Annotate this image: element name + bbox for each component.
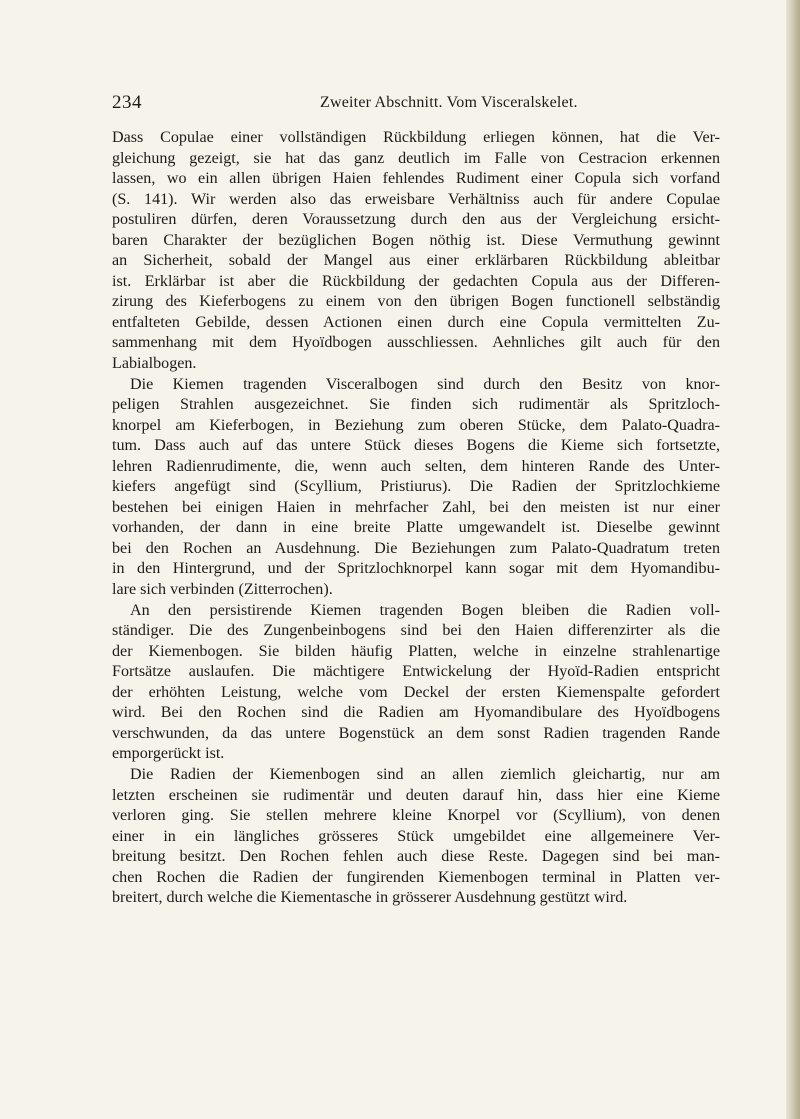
text-line: Labialbogen. (112, 355, 197, 373)
text-line: emporgerückt ist. (112, 745, 225, 763)
text-line: kiefers angefügt sind (Scyllium, Pristiurus). Die Radien der Spritzlochkieme (112, 478, 720, 496)
text-line: breitung besitzt. Den Rochen fehlen auch diese Reste. Dagegen sind bei man- (112, 848, 720, 866)
page-header (112, 92, 720, 118)
text-line: peligen Strahlen ausgezeichnet. Sie finden sich rudimentär als Spritzloch- (112, 396, 720, 414)
text-line: Die Kiemen tragenden Visceralbogen sind durch den Besitz von knor- (130, 375, 720, 393)
text-line: An den persistirende Kiemen tragenden Bogen bleiben die Radien voll- (130, 601, 720, 619)
text-line: Die Radien der Kiemenbogen sind an allen ziemlich gleichartig, nur am (130, 765, 720, 783)
text-line: sammenhang mit dem Hyoïdbogen ausschliessen. Aehnliches gilt auch für den (112, 334, 720, 352)
body-text (112, 128, 720, 909)
paragraph (112, 128, 720, 375)
text-line: (S. 141). Wir werden also das erweisbare Verhältniss auch für andere Copulae (112, 190, 720, 208)
text-line: letzten erscheinen sie rudimentär und deuten darauf hin, dass hier eine Kieme (112, 786, 720, 804)
text-line: lare sich verbinden (Zitterrochen). (112, 581, 333, 599)
text-line: gleichung gezeigt, sie hat das ganz deutlich im Falle von Cestracion erkennen (112, 149, 720, 167)
paragraph (112, 601, 720, 765)
text-line: in den Hintergrund, und der Spritzlochknorpel kann sogar mit dem Hyomandibu- (112, 560, 720, 578)
text-line: Dass Copulae einer vollständigen Rückbildung erliegen können, hat die Ver- (112, 129, 720, 146)
paragraph (112, 765, 720, 909)
text-line: der Kiemenbogen. Sie bilden häufig Platten, welche in einzelne strahlenartige (112, 642, 720, 660)
text-line: einer in ein längliches grösseres Stück umgebildet eine allgemeinere Ver- (112, 827, 720, 845)
book-spine-shadow (786, 0, 800, 1119)
text-line: ständiger. Die des Zungenbeinbogens sind bei den Haien differenzirter als die (112, 622, 720, 640)
text-line: lassen, wo ein allen übrigen Haien fehlendes Rudiment einer Copula sich vorfand (112, 170, 720, 188)
text-line: zirung des Kieferbogens zu einem von den übrigen Bogen functionell selbständig (112, 293, 720, 311)
text-line: tum. Dass auch auf das untere Stück dieses Bogens die Kieme sich fortsetzte, (112, 437, 720, 455)
text-line: ist. Erklärbar ist aber die Rückbildung der gedachten Copula aus der Differen- (112, 272, 720, 290)
text-line: verloren ging. Sie stellen mehrere kleine Knorpel vor (Scyllium), von denen (112, 807, 720, 825)
text-line: knorpel am Kieferbogen, in Beziehung zum oberen Stücke, dem Palato-Quadra- (112, 416, 720, 434)
text-line: vorhanden, der dann in eine breite Platte umgewandelt ist. Dieselbe gewinnt (112, 519, 720, 537)
text-line: lehren Radienrudimente, die, wenn auch selten, dem hinteren Rande des Unter- (112, 457, 720, 475)
text-line: Fortsätze auslaufen. Die mächtigere Entwickelung der Hyoïd-Radien entspricht (112, 663, 720, 681)
text-line: postuliren dürfen, deren Voraussetzung durch den aus der Vergleichung ersicht- (112, 211, 720, 229)
text-line: baren Charakter der bezüglichen Bogen nöthig ist. Diese Vermuthung gewinnt (112, 231, 720, 249)
paragraph (112, 375, 720, 601)
text-line: bestehen bei einigen Haien in mehrfacher Zahl, bei den meisten ist nur einer (112, 498, 720, 516)
text-line: bei den Rochen an Ausdehnung. Die Beziehungen zum Palato-Quadratum treten (112, 539, 720, 557)
text-line: entfalteten Gebilde, dessen Actionen einen durch eine Copula vermittelten Zu- (112, 313, 720, 331)
text-line: an Sicherheit, sobald der Mangel aus einer erklärbaren Rückbildung ableitbar (112, 252, 720, 270)
text-line: der erhöhten Leistung, welche vom Deckel der ersten Kiemenspalte gefordert (112, 683, 720, 701)
text-line: chen Rochen die Radien der fungirenden Kiemenbogen terminal in Platten ver- (112, 868, 720, 886)
text-line: wird. Bei den Rochen sind die Radien am Hyomandibulare des Hyoïdbogens (112, 704, 720, 722)
page-number: 234 (112, 92, 142, 113)
running-title: Zweiter Abschnitt. Vom Visceralskelet. (320, 94, 578, 111)
text-line: breitert, durch welche die Kiementasche in grösserer Ausdehnung gestützt wird. (112, 889, 628, 907)
text-line: verschwunden, da das untere Bogenstück an dem sonst Radien tragenden Rande (112, 724, 720, 742)
